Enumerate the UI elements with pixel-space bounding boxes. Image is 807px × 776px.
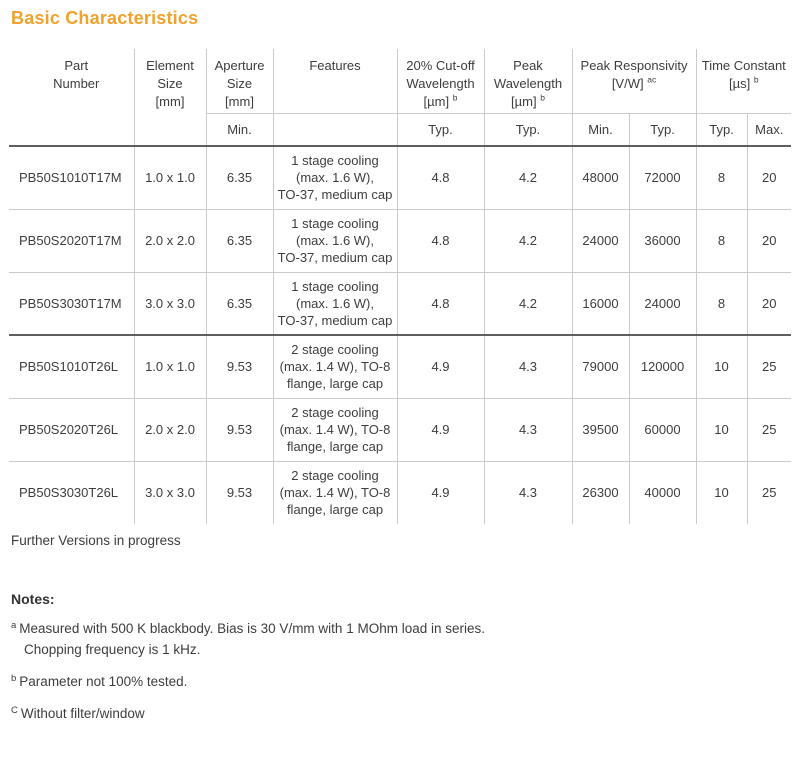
cell-peak-wavelength-typ: 4.3 (484, 461, 572, 524)
cell-part-number: PB50S1010T17M (9, 146, 134, 209)
col-header-part-number (9, 49, 134, 146)
note-marker-a: a (11, 619, 17, 631)
cell-time-typ: 8 (696, 209, 747, 272)
features-line: TO-37, medium cap (277, 250, 393, 265)
cell-time-max: 25 (747, 461, 791, 524)
cell-peak-wavelength-typ: 4.2 (484, 146, 572, 209)
cell-aperture-min: 6.35 (206, 209, 273, 272)
cell-element-size: 3.0 x 3.0 (134, 461, 206, 524)
features-line: (max. 1.6 W), (295, 170, 374, 186)
header-line: Wavelength (406, 76, 475, 91)
features-line: (max. 1.4 W), TO-8 (279, 485, 391, 501)
notes-title: Notes: (11, 591, 55, 607)
features-line: flange, large cap (286, 439, 384, 454)
cell-resp-min: 48000 (572, 146, 629, 209)
features-line: 1 stage cooling (291, 216, 379, 231)
cell-features (273, 335, 397, 398)
cell-cutoff-typ: 4.8 (397, 146, 484, 209)
note-marker-b: b (11, 672, 17, 684)
header-line (697, 75, 792, 93)
cell-element-size: 2.0 x 2.0 (134, 209, 206, 272)
cell-element-size: 3.0 x 3.0 (134, 272, 206, 335)
cell-cutoff-typ: 4.8 (397, 209, 484, 272)
note-ref-b: b (753, 74, 759, 85)
cell-element-size: 1.0 x 1.0 (134, 335, 206, 398)
table-header (9, 49, 791, 146)
cell-cutoff-typ: 4.9 (397, 461, 484, 524)
cell-time-max: 25 (747, 335, 791, 398)
cell-resp-typ: 60000 (629, 398, 696, 461)
features-line: (max. 1.6 W), (295, 295, 374, 311)
cell-part-number: PB50S2020T26L (9, 398, 134, 461)
header-line: Number (53, 76, 100, 91)
features-line: (max. 1.6 W), (295, 233, 374, 248)
cell-resp-min: 79000 (572, 335, 629, 398)
cell-cutoff-typ: 4.8 (397, 272, 484, 335)
subcol-header-features-empty (273, 113, 397, 146)
cell-cutoff-typ: 4.9 (397, 335, 484, 398)
page-title: Basic Characteristics (11, 8, 199, 28)
cell-part-number: PB50S1010T26L (9, 335, 134, 398)
header-unit: [V/W] (611, 76, 644, 91)
col-header-cutoff-wavelength (397, 49, 484, 113)
features-line: 2 stage cooling (291, 405, 379, 420)
cell-resp-typ: 24000 (629, 272, 696, 335)
header-line: Size (157, 76, 183, 91)
note-text-continued: Chopping frequency is 1 kHz. (24, 642, 201, 657)
note-marker-c: C (11, 704, 18, 716)
subcol-header-resp-typ: Typ. (629, 113, 696, 146)
cell-resp-min: 24000 (572, 209, 629, 272)
features-line: (max. 1.4 W), TO-8 (279, 422, 391, 437)
header-unit: [µm] (423, 94, 450, 109)
col-header-aperture-size (206, 49, 273, 113)
cell-aperture-min: 9.53 (206, 398, 273, 461)
cell-resp-typ: 36000 (629, 209, 696, 272)
header-line: Part (64, 58, 89, 73)
cell-resp-min: 26300 (572, 461, 629, 524)
subcol-header-cutoff-typ: Typ. (397, 113, 484, 146)
note-text: Parameter not 100% tested. (19, 674, 188, 689)
cell-features (273, 461, 397, 524)
table-row (9, 398, 791, 461)
cell-time-max: 20 (747, 209, 791, 272)
header-line: Wavelength (493, 76, 563, 91)
header-unit: [µm] (511, 94, 537, 109)
note-text: Measured with 500 K blackbody. Bias is 30 V/mm with 1 MOhm load in series. (19, 621, 485, 636)
cell-resp-typ: 40000 (629, 461, 696, 524)
features-line: (max. 1.4 W), TO-8 (279, 359, 391, 375)
note-ref-b: b (540, 92, 545, 103)
cell-part-number: PB50S3030T26L (19, 485, 119, 501)
cell-resp-min: 39500 (572, 398, 629, 461)
header-line (573, 75, 696, 93)
cell-time-max: 20 (747, 272, 791, 335)
header-row-main (9, 49, 791, 113)
cell-peak-wavelength-typ: 4.2 (484, 272, 572, 335)
cell-cutoff-typ: 4.9 (397, 398, 484, 461)
cell-peak-wavelength-typ: 4.3 (484, 335, 572, 398)
subcol-header-peak-typ: Typ. (484, 113, 572, 146)
cell-resp-typ: 120000 (629, 335, 696, 398)
cell-aperture-min: 6.35 (206, 272, 273, 335)
cell-time-typ: 8 (696, 272, 747, 335)
cell-part-number: PB50S2020T17M (9, 209, 134, 272)
table-body (9, 146, 791, 524)
features-line: 1 stage cooling (291, 153, 379, 169)
col-header-features (273, 49, 397, 113)
cell-features (273, 146, 397, 209)
cell-aperture-min: 9.53 (206, 335, 273, 398)
cell-features (273, 272, 397, 335)
table-row (9, 272, 791, 335)
features-line: TO-37, medium cap (277, 187, 393, 203)
table-row (9, 209, 791, 272)
characteristics-table (9, 49, 791, 524)
features-line: 1 stage cooling (291, 278, 379, 294)
cell-part-number: PB50S3030T17M (9, 272, 134, 335)
cell-element-size: 1.0 x 1.0 (134, 146, 206, 209)
header-line: [mm] (155, 94, 185, 109)
cell-peak-wavelength-typ: 4.3 (484, 398, 572, 461)
header-line: Time Constant (701, 58, 786, 73)
header-line: Peak Responsivity (580, 58, 688, 73)
cell-peak-wavelength-typ: 4.2 (484, 209, 572, 272)
header-line (485, 93, 572, 111)
note-a (11, 618, 791, 660)
note-b (11, 671, 791, 692)
header-line: Peak (513, 58, 543, 73)
cell-features (273, 398, 397, 461)
features-line: 2 stage cooling (291, 342, 379, 358)
subcol-header-resp-min: Min. (572, 113, 629, 146)
header-unit: [µs] (728, 76, 751, 91)
subcol-header-aperture-min: Min. (206, 113, 273, 146)
col-header-element-size (134, 49, 206, 146)
col-header-peak-wavelength (484, 49, 572, 113)
note-ref-ac: ac (647, 74, 657, 85)
cell-resp-min: 16000 (572, 272, 629, 335)
header-line: Size (226, 76, 253, 91)
features-line: flange, large cap (286, 376, 384, 392)
table-row (9, 461, 791, 524)
col-header-peak-responsivity (572, 49, 696, 113)
table-row (9, 146, 791, 209)
table-row (9, 335, 791, 398)
cell-time-typ: 8 (696, 146, 747, 209)
cell-features (273, 209, 397, 272)
header-line (398, 93, 484, 111)
cell-time-typ: 10 (696, 335, 747, 398)
further-versions-note: Further Versions in progress (11, 533, 181, 548)
cell-time-typ: 10 (696, 461, 747, 524)
note-ref-b: b (452, 92, 458, 103)
subcol-header-time-max: Max. (747, 113, 791, 146)
header-line: Aperture (214, 58, 265, 73)
cell-time-max: 25 (747, 398, 791, 461)
features-line: 2 stage cooling (291, 468, 379, 484)
cell-element-size: 2.0 x 2.0 (134, 398, 206, 461)
cell-aperture-min: 6.35 (206, 146, 273, 209)
header-line: [mm] (225, 94, 254, 109)
col-header-time-constant (696, 49, 791, 113)
note-text: Without filter/window (20, 706, 145, 721)
header-line: Features (309, 58, 361, 73)
subcol-header-time-typ: Typ. (696, 113, 747, 146)
cell-resp-typ: 72000 (629, 146, 696, 209)
features-line: TO-37, medium cap (277, 312, 393, 328)
cell-time-typ: 10 (696, 398, 747, 461)
features-line: flange, large cap (286, 502, 384, 518)
note-c (11, 703, 791, 724)
header-line: 20% Cut-off (406, 58, 475, 73)
cell-aperture-min: 9.53 (206, 461, 273, 524)
cell-time-max: 20 (747, 146, 791, 209)
header-line: Element (146, 58, 194, 73)
